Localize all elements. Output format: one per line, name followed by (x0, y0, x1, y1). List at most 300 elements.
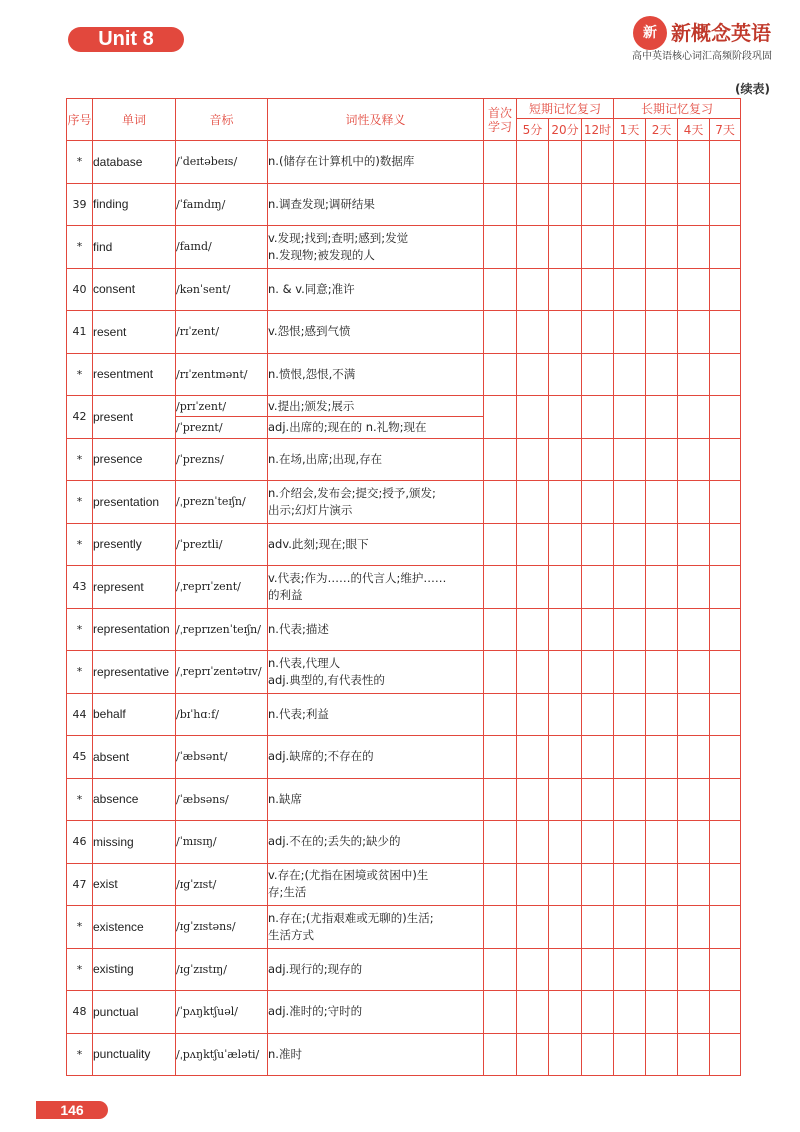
meaning-cell (268, 226, 484, 269)
review-cell (484, 438, 517, 481)
table-row (67, 523, 741, 566)
review-cell (484, 736, 517, 779)
meaning-line: adj.准时的;守时的 (268, 1004, 363, 1019)
meaning-line: 的利益 (268, 587, 303, 602)
table-row (67, 991, 741, 1034)
word-cell: existence (93, 906, 176, 949)
review-cell (582, 183, 614, 226)
review-cell (710, 948, 741, 991)
header-interval: 5分 (517, 119, 549, 141)
meaning-cell (268, 693, 484, 736)
phonetic-cell: /ˈmɪsɪŋ/ (176, 821, 268, 864)
meaning-cell (268, 608, 484, 651)
header-interval: 7天 (710, 119, 741, 141)
review-cell (517, 566, 549, 609)
review-cell (678, 651, 710, 694)
review-cell (646, 141, 678, 184)
table-row (67, 821, 741, 864)
review-cell (517, 1033, 549, 1076)
meaning-line: n.缺席 (268, 791, 302, 806)
phonetic-cell: /faɪnd/ (176, 226, 268, 269)
table-row (67, 608, 741, 651)
review-cell (517, 991, 549, 1034)
review-cell (710, 268, 741, 311)
word-cell: resentment (93, 353, 176, 396)
meaning-line: n.准时 (268, 1046, 302, 1061)
review-cell (517, 311, 549, 354)
review-cell (582, 651, 614, 694)
table-row (67, 396, 741, 417)
table-row (67, 863, 741, 906)
meaning-cell (268, 1033, 484, 1076)
review-cell (549, 481, 582, 524)
word-cell: exist (93, 863, 176, 906)
phonetic-cell: /ˌreprɪzenˈteɪʃn/ (176, 608, 268, 651)
table-row (67, 183, 741, 226)
row-number: 42 (67, 396, 93, 439)
meaning-line: n.(储存在计算机中的)数据库 (268, 154, 415, 169)
review-cell (678, 608, 710, 651)
review-cell (678, 991, 710, 1034)
review-cell (484, 481, 517, 524)
review-cell (614, 1033, 646, 1076)
review-cell (582, 736, 614, 779)
review-cell (646, 948, 678, 991)
review-cell (614, 608, 646, 651)
review-cell (484, 1033, 517, 1076)
review-cell (710, 523, 741, 566)
review-cell (614, 141, 646, 184)
review-cell (484, 353, 517, 396)
review-cell (484, 821, 517, 864)
review-cell (517, 906, 549, 949)
review-cell (517, 651, 549, 694)
review-cell (646, 991, 678, 1034)
table-row (67, 268, 741, 311)
meaning-cell (268, 651, 484, 694)
brand-title: 新概念英语 (671, 21, 771, 45)
row-number: * (67, 353, 93, 396)
phonetic-cell: /ɪgˈzɪstəns/ (176, 906, 268, 949)
meaning-line: adv.此刻;现在;眼下 (268, 536, 369, 551)
meaning-line: v.发现;找到;查明;感到;发觉 (268, 230, 409, 245)
review-cell (549, 608, 582, 651)
phonetic-cell: /ˈdeɪtəbeɪs/ (176, 141, 268, 184)
word-cell: consent (93, 268, 176, 311)
review-cell (582, 566, 614, 609)
phonetic-cell: /ˈfaɪndɪŋ/ (176, 183, 268, 226)
review-cell (484, 863, 517, 906)
phonetic-cell: /ɪgˈzɪst/ (176, 863, 268, 906)
meaning-cell (268, 311, 484, 354)
review-cell (710, 481, 741, 524)
phonetic-cell: /ˌreprɪˈzentətɪv/ (176, 651, 268, 694)
review-cell (549, 693, 582, 736)
review-cell (646, 608, 678, 651)
review-cell (614, 183, 646, 226)
review-cell (646, 481, 678, 524)
word-cell: absent (93, 736, 176, 779)
review-cell (582, 523, 614, 566)
row-number: 40 (67, 268, 93, 311)
review-cell (549, 523, 582, 566)
review-cell (484, 651, 517, 694)
header-interval: 1天 (614, 119, 646, 141)
review-cell (646, 1033, 678, 1076)
review-cell (614, 693, 646, 736)
row-number: 39 (67, 183, 93, 226)
meaning-line: n.在场,出席;出现,存在 (268, 451, 383, 466)
review-cell (517, 481, 549, 524)
review-cell (582, 608, 614, 651)
review-cell (484, 948, 517, 991)
review-cell (517, 693, 549, 736)
row-number: * (67, 141, 93, 184)
meaning-line: n.代表;利益 (268, 706, 329, 721)
review-cell (710, 141, 741, 184)
review-cell (646, 651, 678, 694)
review-cell (614, 948, 646, 991)
review-cell (646, 523, 678, 566)
header-first-study: 首次学习 (484, 99, 517, 141)
review-cell (582, 948, 614, 991)
phonetic-cell: /ˌpʌŋktʃuˈæləti/ (176, 1033, 268, 1076)
meaning-cell (268, 948, 484, 991)
meaning-line: n. & v.同意;准许 (268, 281, 355, 296)
review-cell (710, 438, 741, 481)
review-cell (646, 311, 678, 354)
table-row (67, 778, 741, 821)
review-cell (710, 183, 741, 226)
review-cell (549, 906, 582, 949)
review-cell (582, 693, 614, 736)
review-cell (549, 778, 582, 821)
review-cell (678, 311, 710, 354)
review-cell (549, 353, 582, 396)
meaning-line: n.代表;描述 (268, 621, 329, 636)
row-number: * (67, 906, 93, 949)
row-number: * (67, 651, 93, 694)
table-row (67, 141, 741, 184)
review-cell (517, 948, 549, 991)
review-cell (710, 353, 741, 396)
review-cell (517, 821, 549, 864)
review-cell (678, 523, 710, 566)
review-cell (614, 523, 646, 566)
meaning-line: 存;生活 (268, 885, 307, 900)
row-number: * (67, 608, 93, 651)
review-cell (582, 141, 614, 184)
review-cell (549, 863, 582, 906)
meaning-cell (268, 523, 484, 566)
header-interval: 4天 (678, 119, 710, 141)
header-interval: 2天 (646, 119, 678, 141)
row-number: 41 (67, 311, 93, 354)
phonetic-cell: /ˈpreztli/ (176, 523, 268, 566)
table-row (67, 226, 741, 269)
review-cell (582, 906, 614, 949)
review-cell (678, 778, 710, 821)
review-cell (614, 311, 646, 354)
review-cell (710, 311, 741, 354)
review-cell (614, 566, 646, 609)
review-cell (614, 863, 646, 906)
row-number: 45 (67, 736, 93, 779)
continued-note: (续表) (735, 82, 770, 96)
word-cell: punctual (93, 991, 176, 1034)
row-number: * (67, 948, 93, 991)
review-cell (678, 226, 710, 269)
table-row (67, 566, 741, 609)
table-row (67, 736, 741, 779)
review-cell (678, 141, 710, 184)
review-cell (484, 311, 517, 354)
meaning-cell (268, 396, 484, 417)
meaning-line: v.存在;(尤指在困境或贫困中)生 (268, 868, 429, 883)
table-row (67, 311, 741, 354)
meaning-line: adj.典型的,有代表性的 (268, 672, 385, 687)
row-number: 44 (67, 693, 93, 736)
review-cell (517, 778, 549, 821)
review-cell (614, 991, 646, 1034)
phonetic-cell: /ˌreprɪˈzent/ (176, 566, 268, 609)
meaning-line: v.怨恨;感到气愤 (268, 324, 351, 339)
meaning-cell (268, 821, 484, 864)
phonetic-cell: /ˈpreznt/ (176, 417, 268, 438)
review-cell (678, 396, 710, 439)
review-cell (582, 226, 614, 269)
review-cell (549, 396, 582, 439)
meaning-cell (268, 353, 484, 396)
review-cell (646, 438, 678, 481)
brand-logo-icon: 新 (633, 16, 667, 50)
meaning-cell (268, 991, 484, 1034)
review-cell (710, 863, 741, 906)
page-number: 146 (36, 1101, 108, 1119)
brand-tagline: 高中英语核心词汇高频阶段巩固 (632, 51, 772, 62)
review-cell (582, 991, 614, 1034)
review-cell (646, 693, 678, 736)
review-cell (646, 353, 678, 396)
review-cell (517, 863, 549, 906)
review-cell (582, 353, 614, 396)
review-cell (614, 651, 646, 694)
review-cell (517, 396, 549, 439)
review-cell (710, 651, 741, 694)
word-cell: represent (93, 566, 176, 609)
review-cell (549, 948, 582, 991)
review-cell (484, 226, 517, 269)
review-cell (614, 821, 646, 864)
phonetic-cell: /prɪˈzent/ (176, 396, 268, 417)
review-cell (549, 991, 582, 1034)
review-cell (710, 226, 741, 269)
header-word: 单词 (93, 99, 176, 141)
table-row (67, 651, 741, 694)
review-cell (614, 226, 646, 269)
review-cell (646, 268, 678, 311)
meaning-line: n.愤恨,怨恨,不满 (268, 366, 356, 381)
vocabulary-table (66, 98, 741, 1076)
row-number: 48 (67, 991, 93, 1034)
review-cell (582, 268, 614, 311)
review-cell (646, 821, 678, 864)
review-cell (646, 778, 678, 821)
review-cell (646, 226, 678, 269)
review-cell (549, 141, 582, 184)
review-cell (646, 183, 678, 226)
word-cell: missing (93, 821, 176, 864)
review-cell (582, 438, 614, 481)
meaning-line: adj.现行的;现存的 (268, 961, 363, 976)
word-cell: presently (93, 523, 176, 566)
meaning-cell (268, 417, 484, 438)
review-cell (549, 311, 582, 354)
meaning-line: 出示;幻灯片演示 (268, 502, 353, 517)
phonetic-cell: /ˈæbsənt/ (176, 736, 268, 779)
review-cell (582, 481, 614, 524)
review-cell (517, 183, 549, 226)
review-cell (678, 821, 710, 864)
phonetic-cell: /ˈpʌŋktʃuəl/ (176, 991, 268, 1034)
review-cell (582, 821, 614, 864)
review-cell (484, 906, 517, 949)
table-row (67, 438, 741, 481)
meaning-line: n.存在;(尤指艰难或无聊的)生活; (268, 910, 434, 925)
review-cell (549, 438, 582, 481)
row-number: * (67, 778, 93, 821)
review-cell (484, 141, 517, 184)
review-cell (484, 608, 517, 651)
review-cell (614, 736, 646, 779)
row-number: * (67, 523, 93, 566)
review-cell (614, 438, 646, 481)
review-cell (549, 651, 582, 694)
review-cell (614, 396, 646, 439)
review-cell (484, 693, 517, 736)
table-row (67, 948, 741, 991)
review-cell (646, 566, 678, 609)
word-cell: present (93, 396, 176, 439)
review-cell (549, 226, 582, 269)
meaning-cell (268, 183, 484, 226)
review-cell (710, 821, 741, 864)
review-cell (646, 736, 678, 779)
table-row (67, 481, 741, 524)
review-cell (517, 438, 549, 481)
word-cell: representative (93, 651, 176, 694)
review-cell (549, 183, 582, 226)
review-cell (678, 736, 710, 779)
review-cell (484, 268, 517, 311)
meaning-line: adj.出席的;现在的 n.礼物;现在 (268, 419, 427, 434)
review-cell (582, 396, 614, 439)
meaning-line: v.提出;颁发;展示 (268, 398, 355, 413)
review-cell (549, 268, 582, 311)
meaning-cell (268, 481, 484, 524)
review-cell (678, 906, 710, 949)
word-cell: database (93, 141, 176, 184)
phonetic-cell: /ˈæbsəns/ (176, 778, 268, 821)
review-cell (678, 353, 710, 396)
meaning-cell (268, 906, 484, 949)
review-cell (582, 311, 614, 354)
phonetic-cell: /rɪˈzentmənt/ (176, 353, 268, 396)
header-no: 序号 (67, 99, 93, 141)
review-cell (549, 821, 582, 864)
word-cell: existing (93, 948, 176, 991)
phonetic-cell: /kənˈsent/ (176, 268, 268, 311)
phonetic-cell: /bɪˈhɑːf/ (176, 693, 268, 736)
meaning-cell (268, 736, 484, 779)
review-cell (517, 268, 549, 311)
header-interval: 20分 (549, 119, 582, 141)
phonetic-cell: /rɪˈzent/ (176, 311, 268, 354)
word-cell: resent (93, 311, 176, 354)
review-cell (549, 566, 582, 609)
meaning-cell (268, 863, 484, 906)
meaning-cell (268, 778, 484, 821)
review-cell (710, 396, 741, 439)
review-cell (549, 736, 582, 779)
word-cell: finding (93, 183, 176, 226)
row-number: * (67, 226, 93, 269)
review-cell (646, 906, 678, 949)
meaning-cell (268, 141, 484, 184)
header-short-review: 短期记忆复习 (517, 99, 614, 119)
word-cell: representation (93, 608, 176, 651)
row-number: 43 (67, 566, 93, 609)
row-number: 47 (67, 863, 93, 906)
review-cell (614, 481, 646, 524)
review-cell (710, 608, 741, 651)
review-cell (678, 268, 710, 311)
review-cell (710, 906, 741, 949)
word-cell: find (93, 226, 176, 269)
row-number: * (67, 438, 93, 481)
review-cell (517, 608, 549, 651)
review-cell (484, 396, 517, 439)
header-long-review: 长期记忆复习 (614, 99, 741, 119)
review-cell (582, 778, 614, 821)
header-interval: 12时 (582, 119, 614, 141)
review-cell (614, 353, 646, 396)
review-cell (678, 693, 710, 736)
meaning-line: adj.缺席的;不存在的 (268, 749, 374, 764)
word-cell: presence (93, 438, 176, 481)
review-cell (484, 523, 517, 566)
review-cell (710, 693, 741, 736)
row-number: * (67, 1033, 93, 1076)
review-cell (710, 1033, 741, 1076)
meaning-line: v.代表;作为……的代言人;维护…… (268, 570, 447, 585)
review-cell (646, 396, 678, 439)
unit-label: Unit 8 (68, 27, 184, 52)
phonetic-cell: /ɪgˈzɪstɪŋ/ (176, 948, 268, 991)
meaning-line: 生活方式 (268, 927, 314, 942)
review-cell (549, 1033, 582, 1076)
review-cell (484, 183, 517, 226)
table-row (67, 353, 741, 396)
meaning-line: adj.不在的;丢失的;缺少的 (268, 834, 401, 849)
meaning-line: n.调查发现;调研结果 (268, 196, 375, 211)
table-row (67, 693, 741, 736)
review-cell (517, 141, 549, 184)
meaning-line: n.介绍会,发布会;提交;授予,颁发; (268, 485, 436, 500)
table-row (67, 1033, 741, 1076)
header-meaning: 词性及释义 (268, 99, 484, 141)
row-number: 46 (67, 821, 93, 864)
